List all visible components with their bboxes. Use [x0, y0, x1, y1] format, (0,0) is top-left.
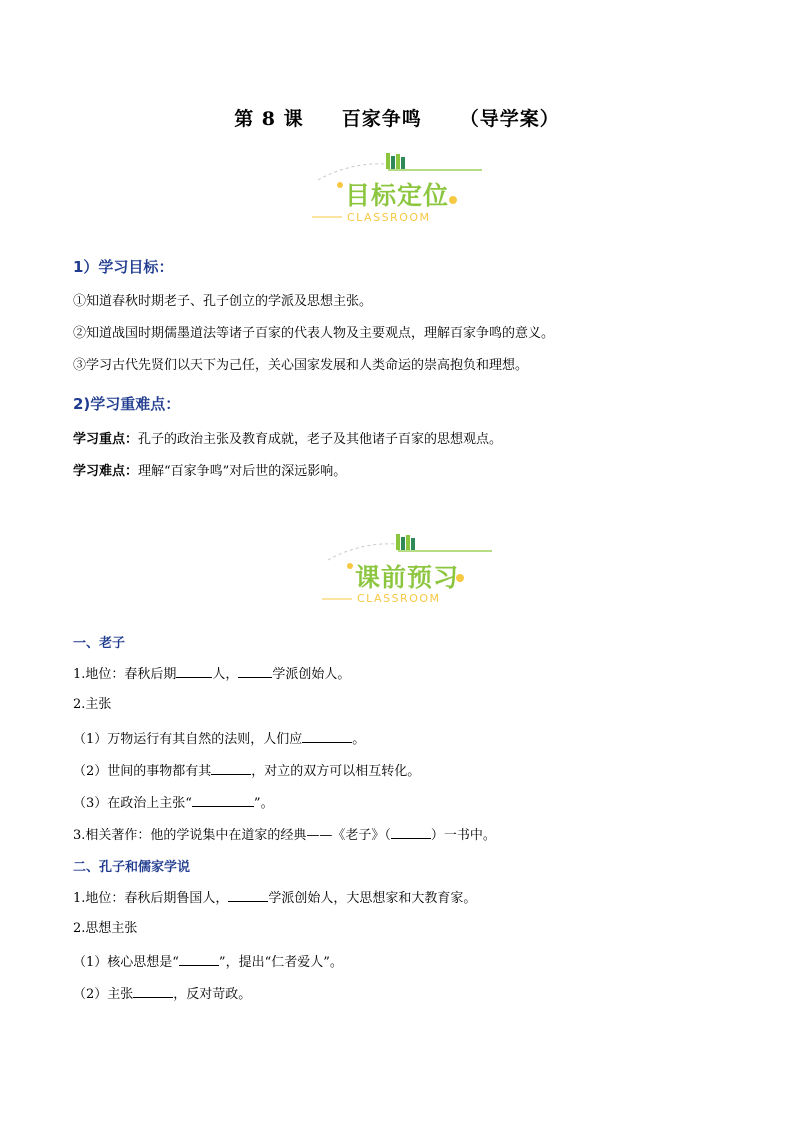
section-kongzi-heading: 二、孔子和儒家学说 — [73, 860, 191, 875]
difficulty-text: 理解“百家争鸣”对后世的深远影响。 — [138, 464, 347, 479]
section-laozi-heading: 一、老子 — [73, 636, 126, 651]
goal-item: ②知道战国时期儒墨道法等诸子百家的代表人物及主要观点，理解百家争鸣的意义。 — [73, 326, 555, 341]
fill-blank[interactable] — [211, 761, 251, 775]
fill-blank[interactable] — [192, 793, 254, 807]
fill-blank[interactable] — [391, 825, 431, 839]
fill-blank[interactable] — [238, 664, 272, 678]
laozi-line-2: 2.主张 — [73, 697, 112, 712]
key-point-label: 学习重点： — [73, 432, 139, 447]
fill-blank[interactable] — [228, 888, 268, 902]
kongzi-line-2: 2.思想主张 — [73, 921, 138, 936]
laozi-line-1: 1.地位：春秋后期 人， 学派创始人。 — [73, 664, 350, 683]
fill-blank[interactable] — [133, 984, 173, 998]
difficulty-label: 学习难点： — [73, 464, 139, 479]
kongzi-line-4: （2）主张 ，反对苛政。 — [73, 984, 251, 1003]
banner-goal — [300, 150, 500, 240]
banner-preview — [310, 530, 510, 620]
fill-blank[interactable] — [302, 729, 352, 743]
banner-subtitle: CLASSROOM — [347, 211, 431, 224]
learning-goals-heading: 1）学习目标： — [73, 258, 174, 276]
goal-item: ③学习古代先贤们以天下为己任，关心国家发展和人类命运的崇高抱负和理想。 — [73, 358, 529, 373]
fill-blank[interactable] — [176, 664, 212, 678]
kongzi-line-3: （1）核心思想是“ ”，提出“仁者爱人”。 — [73, 952, 343, 971]
difficulty-line — [73, 463, 346, 480]
key-point-line — [73, 431, 502, 448]
key-point-text: 孔子的政治主张及教育成就，老子及其他诸子百家的思想观点。 — [138, 432, 503, 447]
banner-title: 课前预习 — [355, 563, 460, 592]
laozi-line-4: （2）世间的事物都有其 ，对立的双方可以相互转化。 — [73, 761, 420, 780]
kongzi-line-1: 1.地位：春秋后期鲁国人， 学派创始人，大思想家和大教育家。 — [73, 888, 476, 907]
banner-title: 目标定位 — [345, 181, 450, 210]
page-title: 第 8 课 百家争鸣 （导学案） — [234, 108, 560, 130]
key-points-heading: 2)学习重难点： — [73, 395, 181, 413]
laozi-line-3: （1）万物运行有其自然的法则，人们应 。 — [73, 729, 365, 748]
fill-blank[interactable] — [179, 952, 219, 966]
banner-subtitle: CLASSROOM — [357, 592, 441, 605]
goal-item: ①知道春秋时期老子、孔子创立的学派及思想主张。 — [73, 294, 373, 309]
laozi-line-5: （3）在政治上主张“ ”。 — [73, 793, 274, 812]
laozi-line-6: 3.相关著作：他的学说集中在道家的经典——《老子》（ ）一书中。 — [73, 825, 496, 844]
